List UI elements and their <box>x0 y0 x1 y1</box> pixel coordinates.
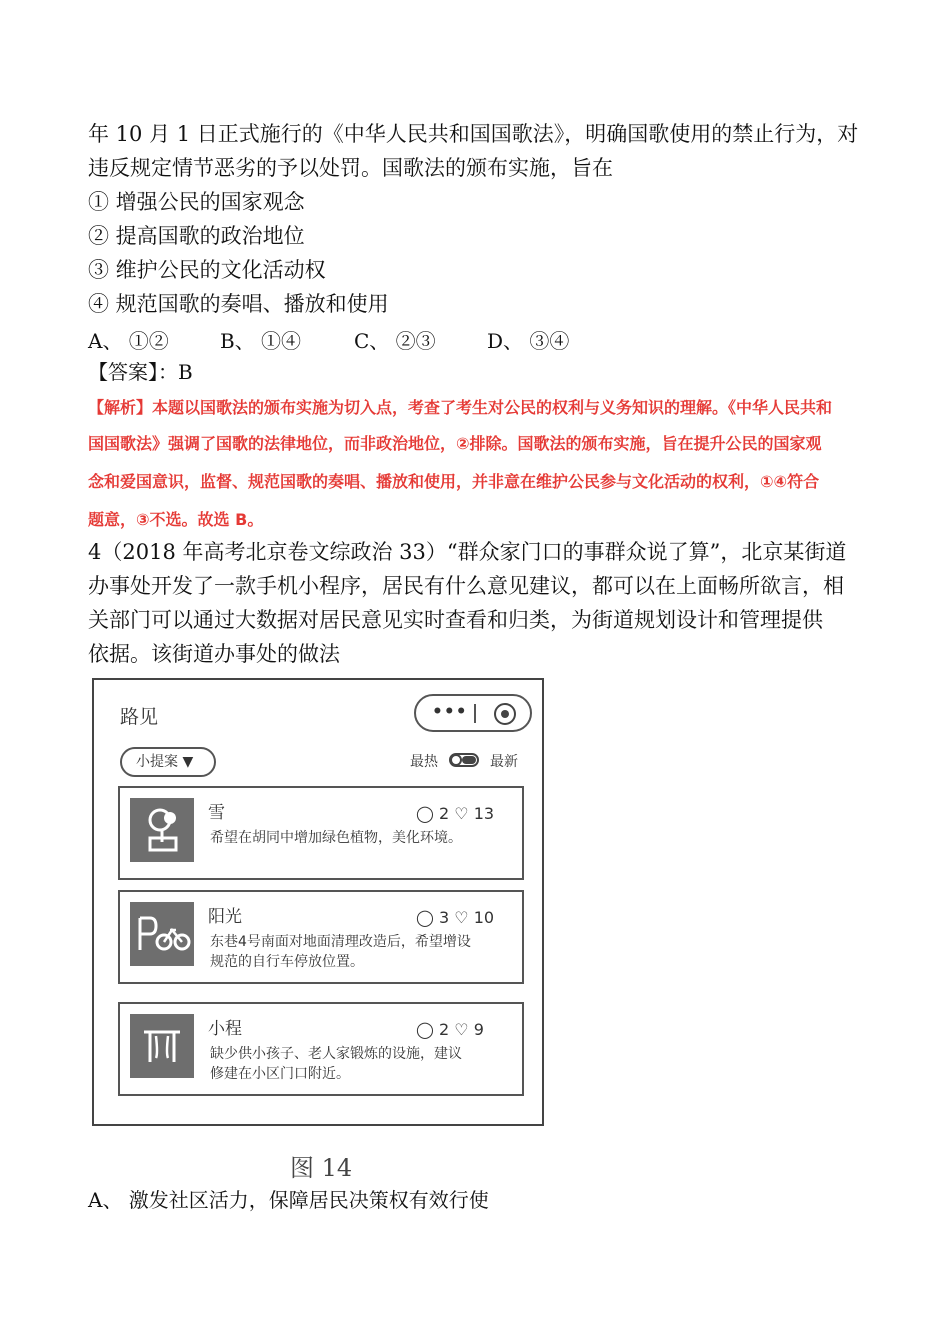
q3-analysis-line-1: 【解析】本题以国歌法的颁布实施为切入点，考查了考生对公民的权利与义务知识的理解。《中华人民共和 <box>88 398 833 417</box>
sort-toggle[interactable] <box>449 753 479 767</box>
card-text-line: 规范的自行车停放位置。 <box>210 954 364 970</box>
close-target-icon[interactable] <box>494 703 516 725</box>
sort-hot-label: 最热 <box>410 754 438 770</box>
figure-caption: 图 14 <box>290 1154 353 1182</box>
suggestion-card[interactable] <box>118 786 524 880</box>
card-text <box>210 932 510 972</box>
card-text-line: 东巷4号南面对地面清理改造后，希望增设 <box>210 934 471 950</box>
q3-stem-line-1: 年 10 月 1 日正式施行的《中华人民共和国国歌法》，明确国歌使用的禁止行为，对 <box>88 122 859 146</box>
sort-new-label: 最新 <box>490 754 518 770</box>
q3-option-a: A、 ①② <box>88 329 169 353</box>
card-author: 阳光 <box>208 907 242 927</box>
q3-item-1: ① 增强公民的国家观念 <box>88 190 305 214</box>
card-stats: ◯ 2 ♡ 13 <box>416 804 495 823</box>
card-stats: ◯ 3 ♡ 10 <box>416 908 495 927</box>
toggle-knob <box>462 756 476 764</box>
suggestion-card[interactable] <box>118 890 524 984</box>
q4-option-a: A、 激发社区活力，保障居民决策权有效行使 <box>88 1188 489 1212</box>
mini-program-capsule[interactable] <box>414 694 532 732</box>
card-text-line: 希望在胡同中增加绿色植物，美化环境。 <box>210 830 462 846</box>
category-dropdown[interactable]: 小提案 ▼ <box>120 747 216 777</box>
q3-analysis-line-2: 国国歌法》强调了国歌的法律地位，而非政治地位，②排除。国歌法的颁布实施，旨在提升公民的国家观 <box>88 434 822 453</box>
card-text-line: 缺少供小孩子、老人家锻炼的设施，建议 <box>210 1046 462 1062</box>
bicycle-icon <box>130 902 194 966</box>
suggestion-card[interactable] <box>118 1002 524 1096</box>
card-text-line: 修建在小区门口附近。 <box>210 1066 350 1082</box>
q4-stem-line-4: 依据。该街道办事处的做法 <box>88 642 340 666</box>
more-menu-icon[interactable]: ••• <box>432 702 468 722</box>
q3-option-c: C、 ②③ <box>354 329 436 353</box>
q4-stem-line-1: 4（2018 年高考北京卷文综政治 33）“群众家门口的事群众说了算”，北京某街道 <box>88 540 847 564</box>
tree-icon <box>130 798 194 862</box>
app-title: 路见 <box>120 706 159 728</box>
q3-stem-line-2: 违反规定情节恶劣的予以处罚。国歌法的颁布实施，旨在 <box>88 156 613 180</box>
card-author: 小程 <box>208 1019 242 1039</box>
q4-stem-line-2: 办事处开发了一款手机小程序，居民有什么意见建议，都可以在上面畅所欲言，相 <box>88 574 844 598</box>
q3-option-d: D、 ③④ <box>487 329 570 353</box>
capsule-divider <box>474 704 476 723</box>
q3-option-b: B、 ①④ <box>220 329 302 353</box>
card-stats: ◯ 2 ♡ 9 <box>416 1020 484 1039</box>
q3-item-3: ③ 维护公民的文化活动权 <box>88 258 326 282</box>
card-text <box>210 1044 510 1084</box>
q3-analysis-line-4: 题意，③不选。故选 B。 <box>88 510 264 529</box>
q4-stem-line-3: 关部门可以通过大数据对居民意见实时查看和归类，为街道规划设计和管理提供 <box>88 608 823 632</box>
q3-item-4: ④ 规范国歌的奏唱、播放和使用 <box>88 292 389 316</box>
card-author: 雪 <box>208 803 225 823</box>
figure-14-phone-screen <box>92 678 544 1126</box>
card-text <box>210 828 510 848</box>
q3-analysis-line-3: 念和爱国意识，监督、规范国歌的奏唱、播放和使用，并非意在维护公民参与文化活动的权利，①④符合 <box>88 472 820 491</box>
exercise-equipment-icon <box>130 1014 194 1078</box>
q3-item-2: ② 提高国歌的政治地位 <box>88 224 305 248</box>
q3-answer: 【答案】：B <box>88 360 193 384</box>
